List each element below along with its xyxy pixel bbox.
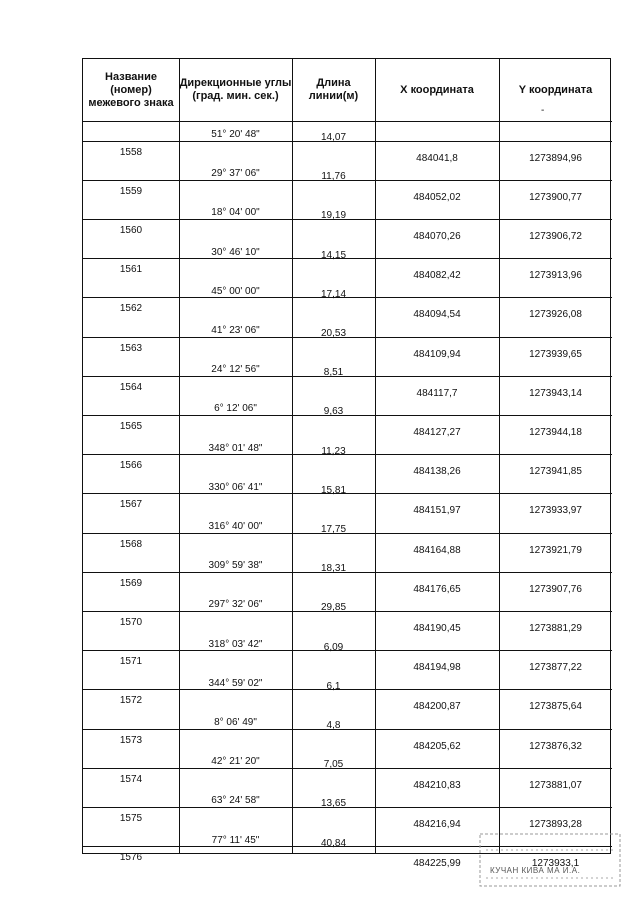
point-name-cell: 1558 [119,147,143,158]
point-name-cell: 1566 [119,460,143,471]
y-coordinate-cell: 1273933,97 [529,505,582,516]
point-name-cell: 1564 [119,382,143,393]
point-name-cell: 1575 [119,813,143,824]
y-coordinate-cell: 1273881,07 [529,780,582,791]
x-coordinate-cell: 484138,26 [413,466,461,477]
header-divider [83,121,612,122]
line-length-cell: 6,09 [323,642,344,653]
point-name-cell: 1559 [119,186,143,197]
x-coordinate-cell: 484176,65 [413,584,461,595]
x-coordinate-cell: 484190,45 [413,623,461,634]
point-name-cell: 1574 [119,774,143,785]
line-length-cell: 18,31 [320,563,347,574]
x-coordinate-cell: 484127,27 [413,427,461,438]
line-length-cell: 11,76 [321,171,346,182]
direction-angle-cell: 348° 01' 48" [208,443,263,454]
direction-angle-cell: 8° 06' 49" [214,717,257,728]
coordinates-table [82,58,611,869]
y-coordinate-cell: 1273913,96 [529,270,582,281]
direction-angle-cell: 45° 00' 00" [211,286,260,297]
point-name-cell: 1568 [119,539,143,550]
point-name-cell: 1560 [119,225,143,236]
direction-angle-cell: 42° 21' 20" [211,756,260,767]
line-length-cell: 11,23 [321,446,346,457]
direction-angle-cell: 24° 12' 56" [211,364,260,375]
direction-angle-cell: 316° 40' 00" [208,521,263,532]
y-coordinate-cell: 1273921,79 [529,545,582,556]
stamp-icon [478,830,628,890]
line-length-cell: 14,15 [320,250,347,261]
y-coordinate-cell: 1273939,65 [529,349,582,360]
header-x: X координата [400,83,474,96]
line-length-cell: 8,51 [323,367,344,378]
stamp-text: КУЧАН КИВА МА И.А. [490,866,581,875]
header-y: Y координата [518,83,593,96]
x-coordinate-cell: 484194,98 [413,662,461,673]
column-divider [375,59,376,853]
line-length-cell: 4,8 [326,720,341,731]
y-coordinate-cell: 1273876,32 [529,741,582,752]
y-coordinate-cell: 1273900,77 [529,192,582,203]
x-coordinate-cell: 484164,88 [413,545,461,556]
line-length-cell: 9,63 [323,406,344,417]
x-coordinate-cell: 484082,42 [413,270,461,281]
direction-angle-cell: 297° 32' 06" [208,599,263,610]
x-coordinate-cell: 484117,7 [416,388,458,399]
direction-angle-cell: 41° 23' 06" [211,325,260,336]
y-coordinate-cell: 1273943,14 [529,388,582,399]
line-length-cell: 17,14 [320,289,347,300]
point-name-cell: 1576 [119,852,143,863]
direction-angle-cell: 29° 37' 06" [211,168,260,179]
line-length-cell: 29,85 [320,602,347,613]
point-name-cell: 1572 [119,695,143,706]
x-coordinate-cell: 484205,62 [413,741,461,752]
direction-angle-cell: 6° 12' 06" [214,403,257,414]
header-length: Длина линии(м) [308,77,359,102]
y-coordinate-cell: 1273941,85 [529,466,582,477]
y-coordinate-cell: 1273907,76 [529,584,582,595]
line-length-cell: 19,19 [320,210,347,221]
line-length-cell: 17,75 [320,524,347,535]
point-name-cell: 1570 [119,617,143,628]
y-coordinate-cell: 1273906,72 [529,231,582,242]
x-coordinate-cell: 484225,99 [413,858,461,869]
direction-angle-cell: 63° 24' 58" [211,795,260,806]
header-angles: Дирекционные углы (град. мин. сек.) [179,77,292,102]
line-length-cell: 13,65 [320,798,347,809]
point-name-cell: 1561 [119,264,143,275]
line-length-cell: 20,53 [320,328,347,339]
line-length-cell: 40,84 [320,838,347,849]
point-name-cell: 1565 [119,421,143,432]
header-name: Название (номер) межевого знака [88,70,174,109]
point-name-cell: 1567 [119,499,143,510]
point-name-cell: 1571 [119,656,143,667]
y-coordinate-cell: 1273933,1 [531,858,580,869]
line-length-cell: 7,05 [323,759,344,770]
x-coordinate-cell: 484210,83 [413,780,461,791]
y-coordinate-cell: 1273926,08 [529,309,582,320]
direction-angle-cell: 309° 59' 38" [208,560,263,571]
point-name-cell: 1562 [119,303,143,314]
line-length-cell: 6,1 [326,681,341,692]
x-coordinate-cell: 484070,26 [413,231,461,242]
column-divider [499,59,500,853]
point-name-cell: 1569 [119,578,143,589]
y-coordinate-cell: 1273881,29 [529,623,582,634]
direction-angle-cell: 30° 46' 10" [211,247,260,258]
direction-angle-cell: 318° 03' 42" [208,639,263,650]
direction-angle-cell: 18° 04' 00" [211,207,260,218]
line-length-cell: 14,07 [320,132,347,143]
y-coordinate-cell: 1273893,28 [529,819,582,830]
y-coordinate-cell: 1273875,64 [529,701,582,712]
y-coordinate-cell: 1273894,96 [529,153,582,164]
x-coordinate-cell: 484052,02 [413,192,461,203]
y-coordinate-cell: 1273877,22 [529,662,582,673]
x-coordinate-cell: 484151,97 [413,505,461,516]
direction-angle-cell: 77° 11' 45" [211,835,260,846]
y-coordinate-cell: 1273944,18 [529,427,582,438]
x-coordinate-cell: 484041,8 [416,153,458,164]
x-coordinate-cell: 484200,87 [413,701,461,712]
direction-angle-cell: 344° 59' 02" [208,678,263,689]
direction-angle-cell: 51° 20' 48" [211,129,260,140]
direction-angle-cell: 330° 06' 41" [208,482,263,493]
x-coordinate-cell: 484216,94 [413,819,461,830]
line-length-cell: 15,81 [320,485,347,496]
point-name-cell: 1573 [119,735,143,746]
x-coordinate-cell: 484094,54 [413,309,461,320]
point-name-cell: 1563 [119,343,143,354]
x-coordinate-cell: 484109,94 [413,349,461,360]
y-first-placeholder: - [541,105,545,116]
